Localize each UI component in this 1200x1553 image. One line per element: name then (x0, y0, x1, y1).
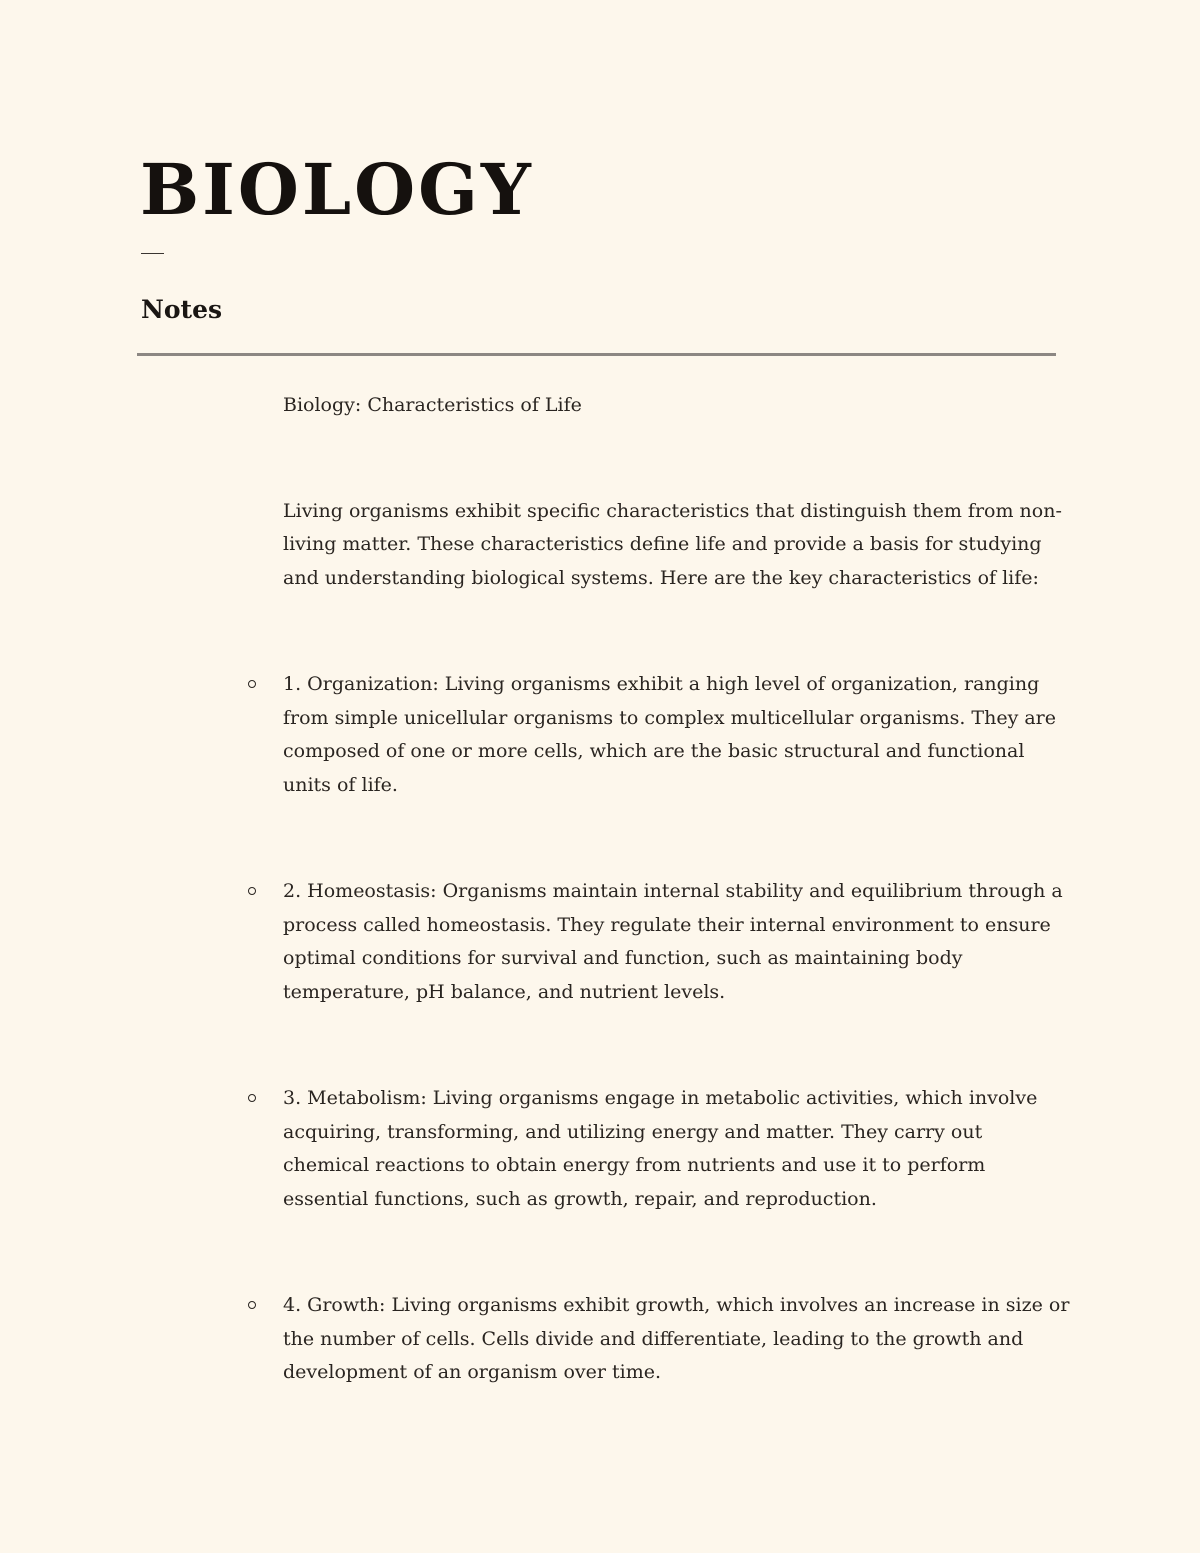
list-item (283, 1082, 1073, 1216)
characteristics-list (283, 668, 1073, 1390)
list-item-text: 3. Metabolism: Living organisms engage in metabolic activities, which involve acquiring, transforming, and utilizing energy and matter. They carry out chemical reactions to obtain energy from nutrients and use it to perform essential functions, such as growth, repair, and reproduction. (283, 1087, 1038, 1210)
intro-paragraph: Living organisms exhibit specific characteristics that distinguish them from non-living matter. These characteristics define life and provide a basis for studying and understanding biological systems. Here are the key characteristics of life: (283, 499, 1062, 589)
list-item-text: 1. Organization: Living organisms exhibit a high level of organization, ranging from simple unicellular organisms to complex multicellular organisms. They are composed of one or more cells, which are the basic structural and functional units of life. (283, 673, 1057, 796)
list-item (283, 875, 1073, 1009)
page-subtitle: Notes (141, 295, 223, 324)
page-title: BIOLOGY (140, 148, 534, 231)
document-body (283, 389, 1073, 1463)
list-item (283, 1289, 1073, 1390)
list-item-text: 2. Homeostasis: Organisms maintain internal stability and equilibrium through a process called homeostasis. They regulate their internal environment to ensure optimal conditions for survival and function, such as maintaining body temperature, pH balance, and nutrient levels. (283, 880, 1063, 1003)
list-item-text: 4. Growth: Living organisms exhibit growth, which involves an increase in size or the number of cells. Cells divide and differentiate, leading to the growth and development of an organism over time. (283, 1294, 1070, 1383)
bullet-circle-icon (248, 887, 256, 895)
list-item (283, 668, 1073, 802)
document-heading: Biology: Characteristics of Life (283, 394, 582, 416)
bullet-circle-icon (248, 1094, 256, 1102)
bullet-circle-icon (248, 680, 256, 688)
title-dash (141, 253, 164, 254)
header-divider (137, 353, 1056, 356)
bullet-circle-icon (248, 1301, 256, 1309)
